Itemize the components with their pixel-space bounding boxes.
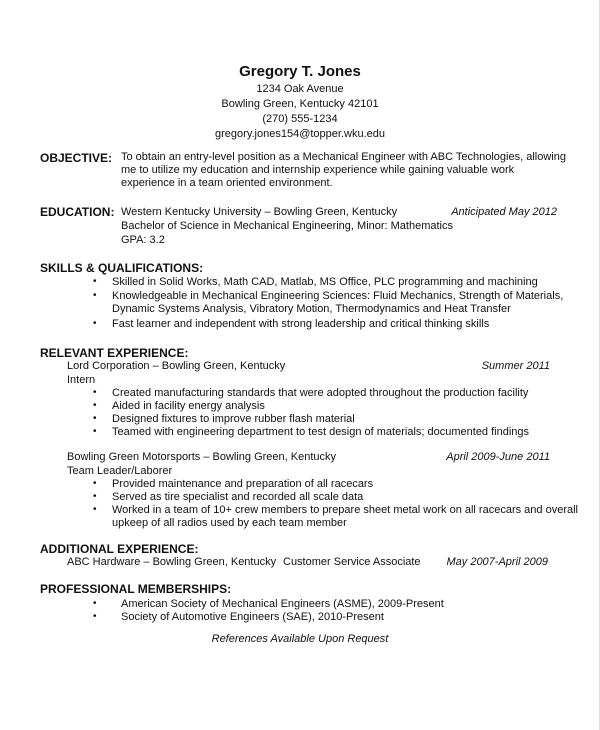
list-bullet: • <box>93 400 97 411</box>
list-bullet: • <box>93 276 97 287</box>
memberships-heading: PROFESSIONAL MEMBERSHIPS: <box>40 582 232 596</box>
job-duty: Aided in facility energy analysis <box>112 400 265 412</box>
address-line-2: Bowling Green, Kentucky 42101 <box>221 98 379 110</box>
relevant-experience-heading: RELEVANT EXPERIENCE: <box>40 346 189 360</box>
list-bullet: • <box>93 413 97 424</box>
membership-line: Society of Automotive Engineers (SAE), 2010-Present <box>121 611 384 623</box>
address-line-1: 1234 Oak Avenue <box>256 83 344 95</box>
education-school: Western Kentucky University – Bowling Green, Kentucky <box>121 206 398 218</box>
skills-line: Knowledgeable in Mechanical Engineering Sciences: Fluid Mechanics, Strength of Materials, <box>112 290 564 302</box>
phone-number: (270) 555-1234 <box>262 113 338 125</box>
skills-heading: SKILLS & QUALIFICATIONS: <box>40 261 204 275</box>
education-gpa: GPA: 3.2 <box>121 234 165 246</box>
additional-title: Customer Service Associate <box>283 556 421 568</box>
job-duty: Created manufacturing standards that were adopted throughout the production facility <box>112 387 529 399</box>
job-duty: upkeep of all radios used by each team member <box>112 517 347 529</box>
education-date: Anticipated May 2012 <box>451 206 557 218</box>
job-duty: Worked in a team of 10+ crew members to prepare sheet metal work on all racecars and overall <box>112 504 578 516</box>
job-duty: Designed fixtures to improve rubber flash material <box>112 413 355 425</box>
job-employer: Lord Corporation – Bowling Green, Kentucky <box>67 360 286 372</box>
email-address: gregory.jones154@topper.wku.edu <box>215 128 385 140</box>
membership-line: American Society of Mechanical Engineers (ASME), 2009-Present <box>121 598 444 610</box>
list-bullet: • <box>93 478 97 489</box>
list-bullet: • <box>93 318 97 329</box>
list-bullet: • <box>93 504 97 515</box>
objective-line: experience in a team oriented environment. <box>121 177 333 189</box>
references-note: References Available Upon Request <box>211 633 389 645</box>
list-bullet: • <box>93 426 97 437</box>
additional-date: May 2007-April 2009 <box>446 556 548 568</box>
job-title: Team Leader/Laborer <box>67 465 173 477</box>
objective-line: To obtain an entry-level position as a Mechanical Engineer with ABC Technologies, allowing <box>121 151 566 163</box>
skills-line: Skilled in Solid Works, Math CAD, Matlab, MS Office, PLC programming and machining <box>112 276 538 288</box>
list-bullet: • <box>93 290 97 301</box>
list-bullet: • <box>93 611 97 622</box>
skills-line: Dynamic Systems Analysis, Vibratory Motion, Thermodynamics and Heat Transfer <box>112 303 511 315</box>
skills-line: Fast learner and independent with strong leadership and critical thinking skills <box>112 318 490 330</box>
list-bullet: • <box>93 491 97 502</box>
additional-experience-heading: ADDITIONAL EXPERIENCE: <box>40 542 199 556</box>
list-bullet: • <box>93 387 97 398</box>
job-duty: Served as tire specialist and recorded all scale data <box>112 491 364 503</box>
additional-employer: ABC Hardware – Bowling Green, Kentucky <box>67 556 277 568</box>
education-degree: Bachelor of Science in Mechanical Engineering, Minor: Mathematics <box>121 220 453 232</box>
job-duty: Provided maintenance and preparation of all racecars <box>112 478 374 490</box>
resume-name: Gregory T. Jones <box>239 63 361 80</box>
job-date: Summer 2011 <box>481 360 550 372</box>
job-date: April 2009-June 2011 <box>446 451 550 463</box>
job-employer: Bowling Green Motorsports – Bowling Green, Kentucky <box>67 451 337 463</box>
objective-line: me to utilize my education and internship experience while gaining valuable work <box>121 164 515 176</box>
job-title: Intern <box>67 374 96 386</box>
job-duty: Teamed with engineering department to test design of materials; documented findings <box>112 426 530 438</box>
objective-heading: OBJECTIVE: <box>40 151 113 165</box>
education-heading: EDUCATION: <box>40 205 115 219</box>
list-bullet: • <box>93 598 97 609</box>
